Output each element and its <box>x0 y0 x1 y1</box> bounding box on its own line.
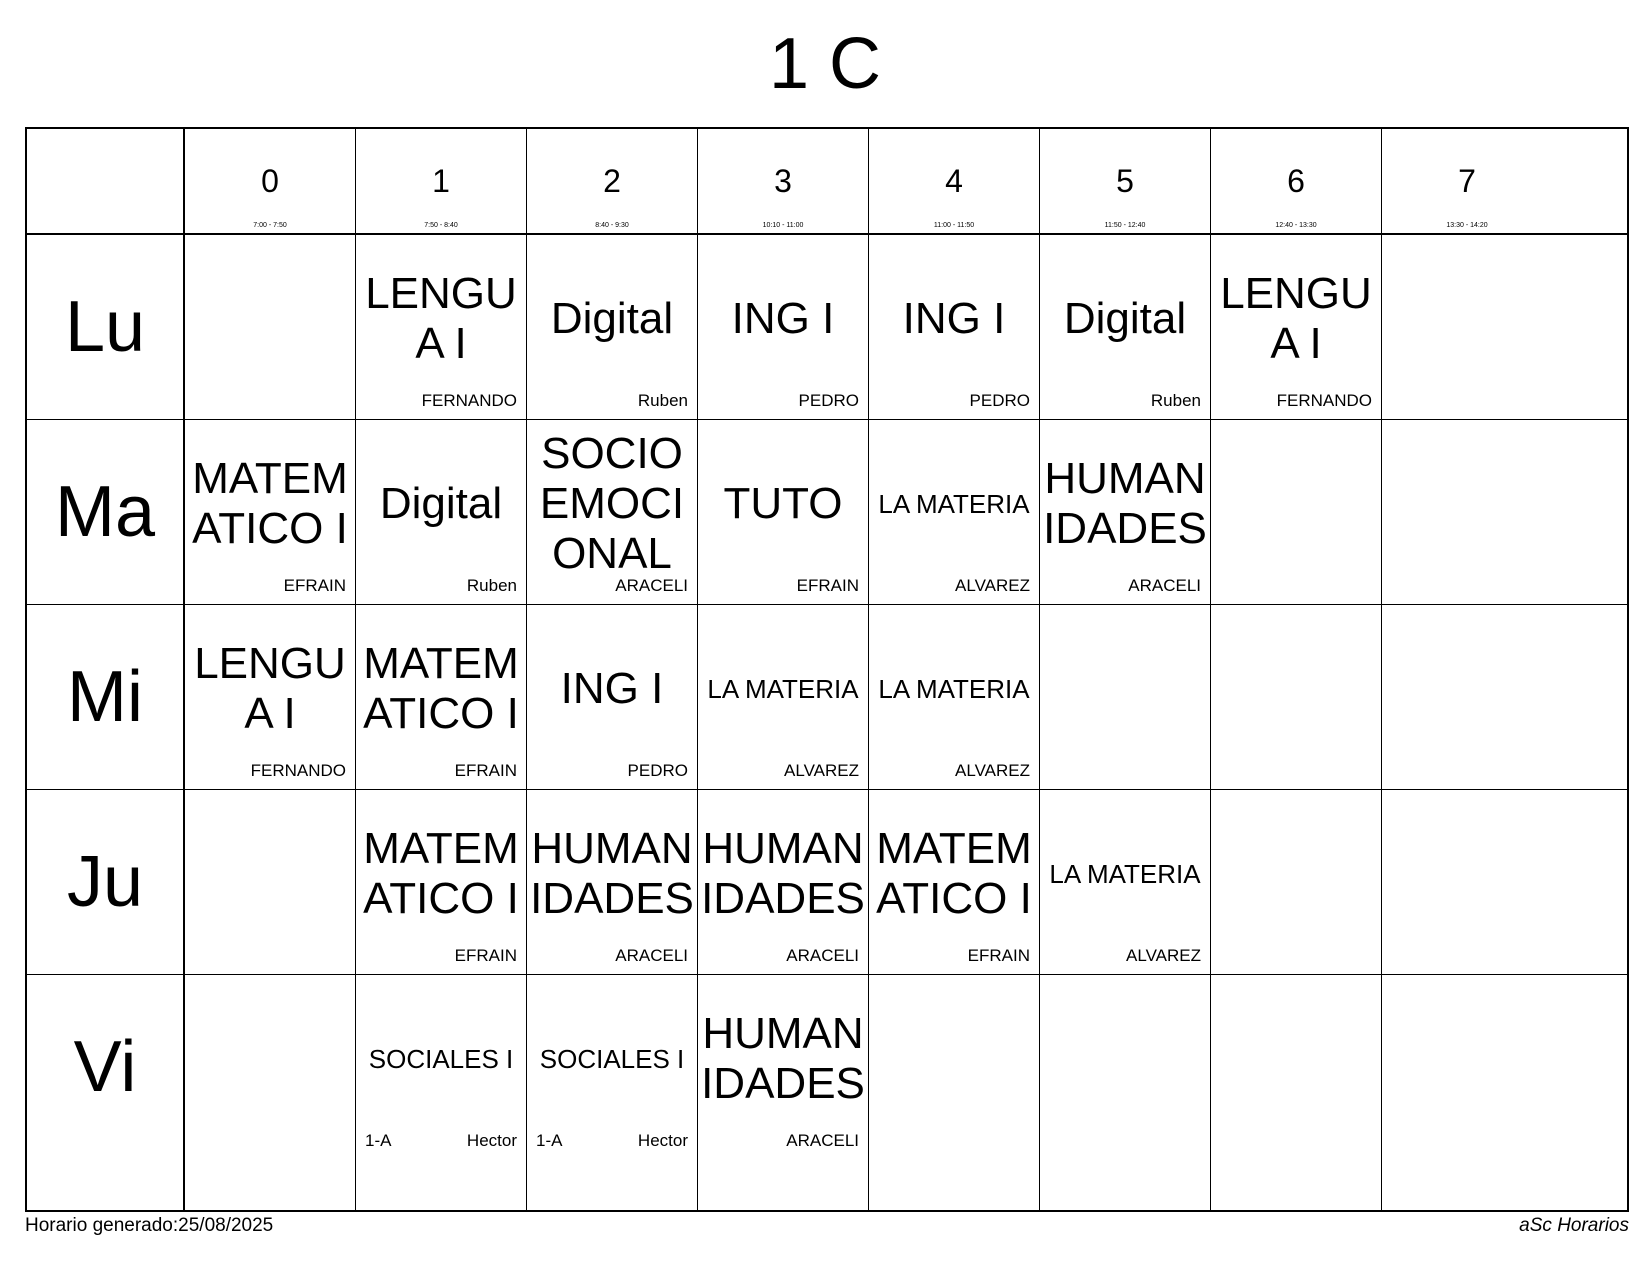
period-time: 8:40 - 9:30 <box>595 222 629 229</box>
period-time: 12:40 - 13:30 <box>1275 222 1317 229</box>
lesson-subject: ING I <box>560 664 664 713</box>
lesson-card[interactable] <box>527 235 697 419</box>
lesson-teacher: FERNANDO <box>250 761 346 780</box>
lesson-teacher: PEDRO <box>798 391 859 410</box>
lesson-subject: LA MATERIA <box>1049 859 1201 889</box>
lesson-teacher: PEDRO <box>969 391 1030 410</box>
period-time: 11:50 - 12:40 <box>1104 222 1146 229</box>
lesson-subject: HUMANIDADES <box>1043 454 1207 553</box>
period-time: 7:50 - 8:40 <box>424 222 458 229</box>
period-number: 3 <box>774 163 792 199</box>
lesson-teacher: Hector <box>637 1131 688 1150</box>
period-number: 2 <box>603 163 621 199</box>
lesson-card[interactable] <box>698 790 868 974</box>
grid-column-divider <box>1381 129 1382 1210</box>
lesson-group: 1-A <box>536 1131 563 1150</box>
period-number: 5 <box>1116 163 1134 199</box>
day-label: Ma <box>54 472 156 552</box>
lesson-subject: Digital <box>379 479 503 528</box>
lesson-subject: HUMANIDADES <box>701 1009 865 1108</box>
lesson-subject: TUTO <box>723 479 843 528</box>
lesson-card[interactable] <box>356 790 526 974</box>
lesson-card[interactable] <box>356 235 526 419</box>
lesson-subject: Digital <box>550 294 674 343</box>
lesson-card[interactable] <box>698 605 868 789</box>
lesson-card[interactable] <box>698 235 868 419</box>
period-number: 1 <box>432 163 450 199</box>
period-number: 7 <box>1458 163 1476 199</box>
lesson-card[interactable] <box>869 235 1039 419</box>
lesson-subject: HUMANIDADES <box>701 824 865 923</box>
lesson-card[interactable] <box>698 975 868 1159</box>
period-header <box>356 129 526 233</box>
lesson-teacher: EFRAIN <box>454 946 517 965</box>
lesson-card[interactable] <box>1040 790 1210 974</box>
lesson-subject: ING I <box>731 294 835 343</box>
lesson-card[interactable] <box>356 975 526 1159</box>
lesson-teacher: PEDRO <box>627 761 688 780</box>
day-label: Vi <box>73 1027 137 1107</box>
lesson-teacher: ARACELI <box>786 946 859 965</box>
lesson-card[interactable] <box>185 420 355 604</box>
period-number: 0 <box>261 163 279 199</box>
day-label: Ju <box>66 842 144 922</box>
brand-label: aSc Horarios <box>1519 1215 1629 1236</box>
period-header <box>1382 129 1552 233</box>
period-header <box>1040 129 1210 233</box>
lesson-card[interactable] <box>356 420 526 604</box>
lesson-card[interactable] <box>1040 235 1210 419</box>
lesson-subject: HUMANIDADES <box>530 824 694 923</box>
lesson-card[interactable] <box>527 975 697 1159</box>
lesson-teacher: ARACELI <box>615 946 688 965</box>
lesson-subject: SOCIOEMOCIONAL <box>539 429 685 578</box>
period-header <box>527 129 697 233</box>
lesson-teacher: ARACELI <box>1128 576 1201 595</box>
lesson-teacher: ARACELI <box>615 576 688 595</box>
lesson-teacher: ALVAREZ <box>784 761 859 780</box>
lesson-subject: LA MATERIA <box>707 674 859 704</box>
lesson-subject: LA MATERIA <box>878 489 1030 519</box>
lesson-subject: ING I <box>902 294 1006 343</box>
lesson-subject: LENGUA I <box>365 269 517 368</box>
class-title: 1 C <box>768 24 882 104</box>
period-header <box>185 129 355 233</box>
lesson-teacher: EFRAIN <box>796 576 859 595</box>
lesson-card[interactable] <box>356 605 526 789</box>
period-number: 4 <box>945 163 963 199</box>
lesson-teacher: ALVAREZ <box>1126 946 1201 965</box>
period-number: 6 <box>1287 163 1305 199</box>
lesson-card[interactable] <box>527 420 697 604</box>
lesson-subject: MATEMATICO I <box>363 824 519 923</box>
lesson-teacher: Ruben <box>637 391 688 410</box>
lesson-card[interactable] <box>185 605 355 789</box>
timetable-grid <box>25 127 1629 1212</box>
period-time: 7:00 - 7:50 <box>253 222 287 229</box>
lesson-subject: MATEMATICO I <box>876 824 1032 923</box>
lesson-teacher: Ruben <box>1150 391 1201 410</box>
lesson-teacher: EFRAIN <box>283 576 346 595</box>
lesson-card[interactable] <box>869 605 1039 789</box>
lesson-card[interactable] <box>1211 235 1381 419</box>
lesson-teacher: FERNANDO <box>1276 391 1372 410</box>
lesson-subject: LENGUA I <box>1220 269 1372 368</box>
lesson-teacher: EFRAIN <box>454 761 517 780</box>
day-label: Mi <box>67 657 143 737</box>
lesson-teacher: Ruben <box>466 576 517 595</box>
lesson-group: 1-A <box>365 1131 392 1150</box>
lesson-subject: MATEMATICO I <box>363 639 519 738</box>
period-time: 13:30 - 14:20 <box>1446 222 1488 229</box>
lesson-subject: SOCIALES I <box>539 1044 685 1074</box>
lesson-subject: Digital <box>1063 294 1187 343</box>
lesson-card[interactable] <box>1040 420 1210 604</box>
day-label: Lu <box>64 287 146 367</box>
lesson-subject: SOCIALES I <box>368 1044 514 1074</box>
period-header <box>1211 129 1381 233</box>
lesson-card[interactable] <box>527 790 697 974</box>
lesson-teacher: ARACELI <box>786 1131 859 1150</box>
lesson-teacher: ALVAREZ <box>955 576 1030 595</box>
period-header <box>869 129 1039 233</box>
lesson-teacher: EFRAIN <box>967 946 1030 965</box>
period-header <box>698 129 868 233</box>
lesson-card[interactable] <box>527 605 697 789</box>
lesson-subject: MATEMATICO I <box>192 454 348 553</box>
lesson-subject: LENGUA I <box>194 639 346 738</box>
period-time: 11:00 - 11:50 <box>933 222 975 229</box>
lesson-teacher: FERNANDO <box>421 391 517 410</box>
lesson-card[interactable] <box>869 420 1039 604</box>
lesson-teacher: Hector <box>466 1131 517 1150</box>
lesson-subject: LA MATERIA <box>878 674 1030 704</box>
lesson-teacher: ALVAREZ <box>955 761 1030 780</box>
generated-date: Horario generado:25/08/2025 <box>25 1215 274 1236</box>
lesson-card[interactable] <box>698 420 868 604</box>
period-time: 10:10 - 11:00 <box>762 222 804 229</box>
lesson-card[interactable] <box>869 790 1039 974</box>
